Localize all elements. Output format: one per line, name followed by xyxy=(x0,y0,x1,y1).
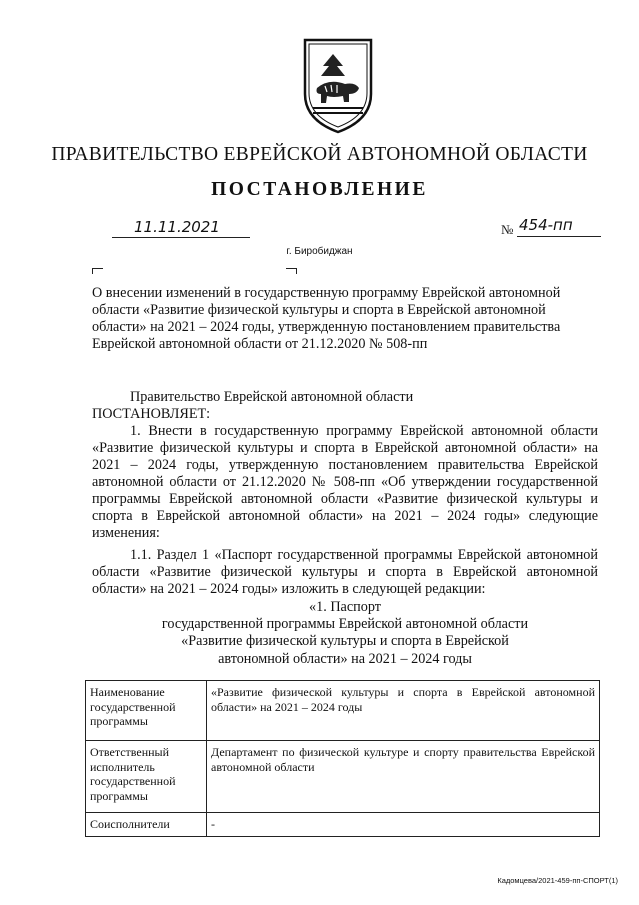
government-title: ПРАВИТЕЛЬСТВО ЕВРЕЙСКОЙ АВТОНОМНОЙ ОБЛАСТИ xyxy=(51,144,588,165)
table-row xyxy=(86,681,600,741)
passport-table xyxy=(85,680,600,837)
table-value: Департамент по физической культуре и спорту правительства Еврейской автономной области xyxy=(207,741,600,813)
table-key: Ответственный исполнитель государственной программы xyxy=(86,741,207,813)
document-number: 454-пп xyxy=(517,216,601,237)
document-type: ПОСТАНОВЛЕНИЕ xyxy=(211,179,428,200)
number-label: № xyxy=(501,222,514,237)
passport-heading xyxy=(92,599,598,668)
document-date: 11.11.2021 xyxy=(112,218,250,238)
passport-heading-line: «1. Паспорт xyxy=(309,599,381,615)
table-value: «Развитие физической культуры и спорта в Еврейской автономной области» на 2021 – 2024 годы xyxy=(207,681,600,741)
passport-heading-line: автономной области» на 2021 – 2024 годы xyxy=(218,650,472,667)
item-1: 1. Внести в государственную программу Еврейской автономной области «Развитие физической культуры и спорта в Еврейской автономной области» на 2021 – 2024 годы, утвержденную постановлением правительства Еврейской автономной области от 21.12.2020 № 508-пп «Об утверждении государственной программы Еврейской автономной области «Развитие физической культуры и спорта в Еврейской автономной области» на 2021 – 2024 годы» следующие изменения: xyxy=(92,423,598,541)
intro-text: Правительство Еврейской автономной области xyxy=(130,389,414,405)
footer-reference: Кадомцева/2021-459-пп-СПОРТ(1) xyxy=(497,876,618,885)
coat-of-arms-emblem-icon xyxy=(299,36,377,136)
table-row xyxy=(86,741,600,813)
right-corner-bracket xyxy=(286,268,297,274)
table-value: - xyxy=(207,813,600,837)
passport-heading-line: государственной программы Еврейской автономной области xyxy=(161,616,529,633)
table-key: Соисполнители xyxy=(86,813,207,837)
table-row xyxy=(86,813,600,837)
item-1-1: 1.1. Раздел 1 «Паспорт государственной программы Еврейской автономной области «Развитие физической культуры и спорта в Еврейской автономной области» на 2021 – 2024 годы» изложить в следующей редакции: xyxy=(92,547,598,597)
passport-heading-line: «Развитие физической культуры и спорта в Еврейской xyxy=(181,633,509,650)
resolves-heading: ПОСТАНОВЛЯЕТ: xyxy=(92,406,211,422)
city-label: г. Биробиджан xyxy=(286,246,353,257)
document-subject: О внесении изменений в государственную программу Еврейской автономной области «Развитие физической культуры и спорта в Еврейской автономной области» на 2021 – 2024 годы, утвержденную постановлением правительства Еврейской автономной области от 21.12.2020 № 508-пп xyxy=(92,285,561,352)
left-corner-bracket xyxy=(92,268,103,274)
table-key: Наименование государственной программы xyxy=(86,681,207,741)
